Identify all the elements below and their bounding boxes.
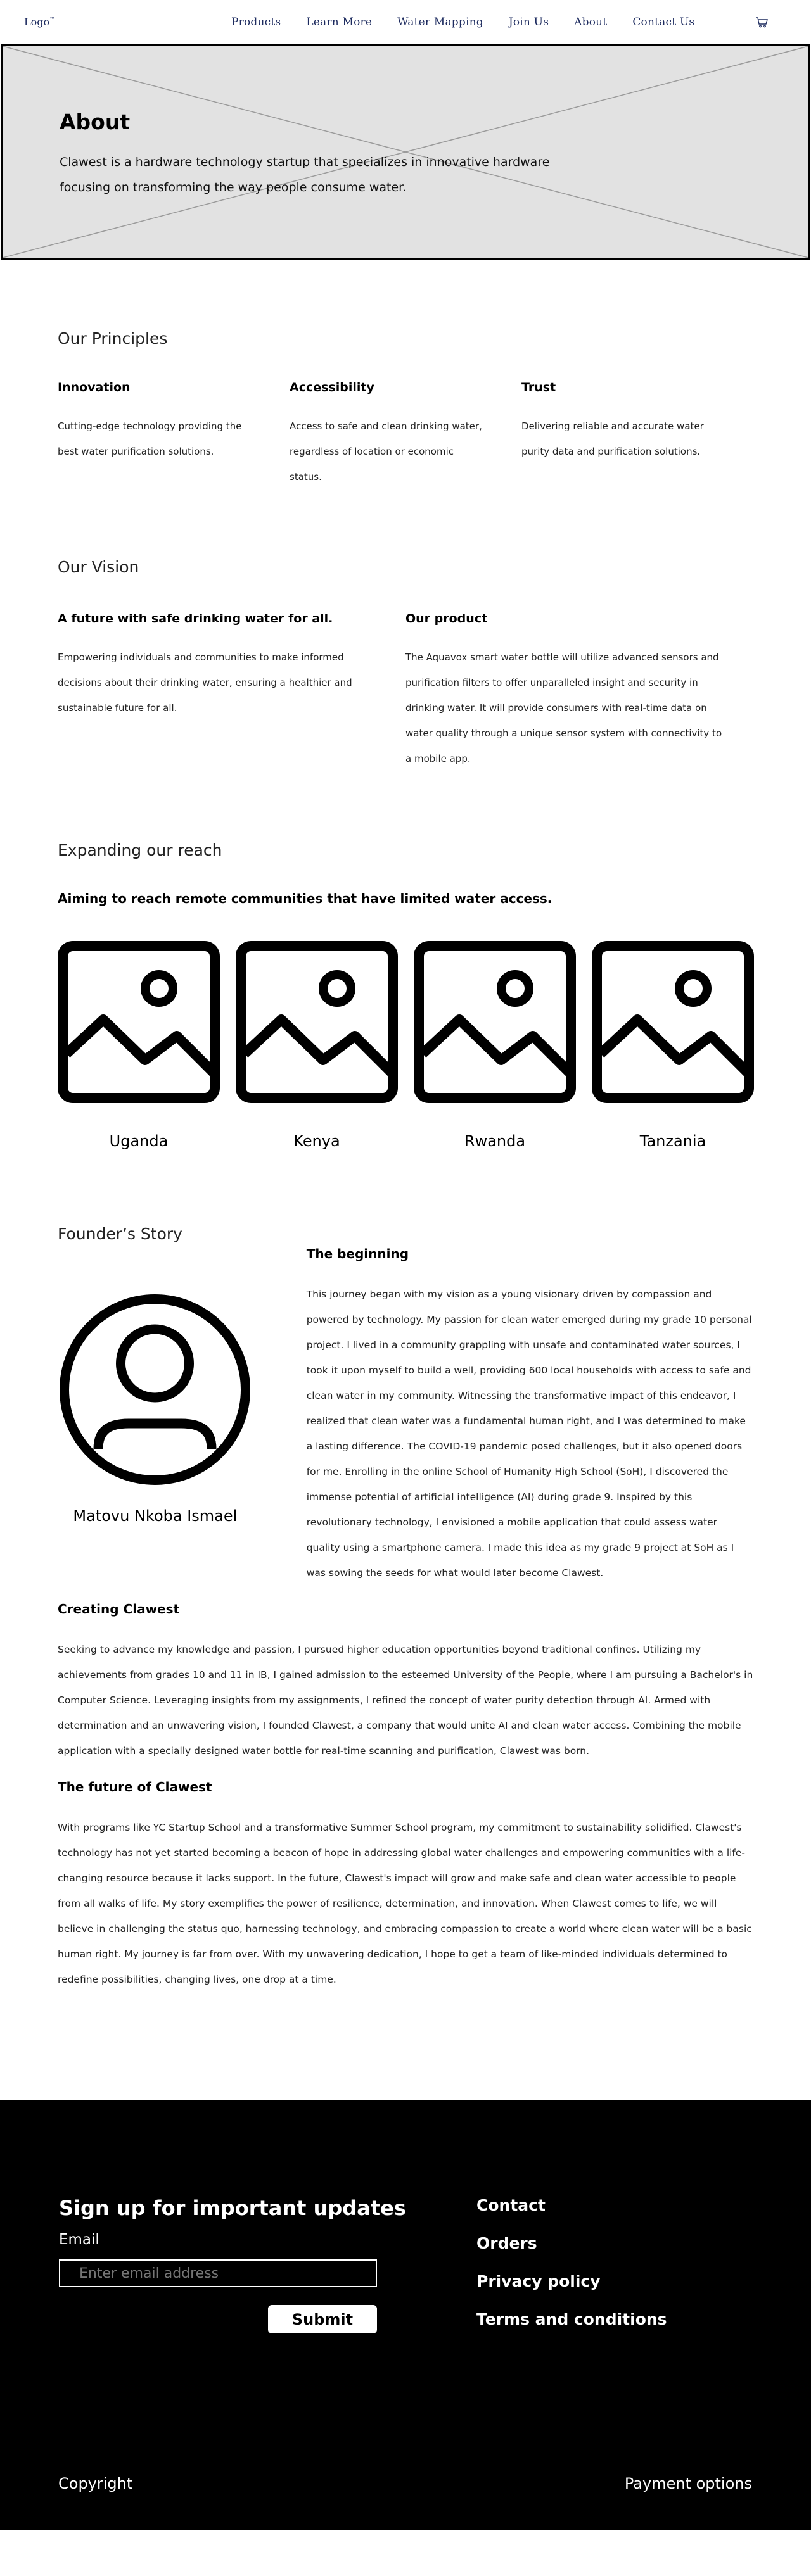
nav-link-contact-us[interactable]: Contact Us: [632, 16, 695, 28]
country-card: [236, 941, 398, 1150]
country-label: Uganda: [109, 1132, 169, 1150]
nav-link-water-mapping[interactable]: Water Mapping: [397, 16, 483, 28]
reach-subtitle: Aiming to reach remote communities that have limited water access.: [58, 891, 552, 906]
logo-text: Logo: [24, 16, 50, 28]
creating-text: Seeking to advance my knowledge and passion, I pursued higher education opportunities beyond traditional confines. Utilizing my achievements from grades 10 and 11 in IB, I gained admission to the esteemed University of the People, where I am pursuing a Bachelor's in Computer Science. Leveraging insights from my assignments, I refined the concept of water purity detection through AI. Armed with determination and an unwavering vision, I founded Clawest, a company that would unite AI and clean water access. Combining the mobile application with a specially designed water bottle for real-time scanning and purification, Clawest was born.: [58, 1644, 753, 1757]
nav-link-learn-more[interactable]: Learn More: [306, 16, 373, 28]
principles-section: [0, 260, 811, 489]
future-heading: The future of Clawest: [58, 1779, 212, 1795]
country-label: Rwanda: [464, 1132, 526, 1150]
principle-text: Cutting-edge technology providing the best water purification solutions.: [58, 420, 242, 457]
principle-card: [58, 381, 290, 489]
beginning-text: This journey began with my vision as a young visionary driven by compassion and powered by technology. My passion for clean water emerged during my grade 10 personal project. I lived in a community grappling with unsafe and contaminated water sources, I took it upon myself to build a well, providing 600 local households with access to safe and clean water in my community. Witnessing the transformative impact of this endeavor, I realized that clean water was a fundamental human right, and I was determined to make a lasting difference. The COVID-19 pandemic posed challenges, but it also opened doors for me. Enrolling in the online School of Humanity High School (SoH), I discovered the immense potential of artificial intelligence (AI) during grade 9. Inspired by this revolutionary technology, I envisioned a mobile application that could assess water quality using a smartphone camera. I made this idea as my grade 9 project at SoH as I was sowing the seeds for what would later become Clawest.: [306, 1289, 752, 1579]
email-label: Email: [59, 2232, 99, 2248]
beginning-heading: The beginning: [306, 1246, 409, 1261]
vision-heading: A future with safe drinking water for all.: [58, 612, 333, 626]
nav-link-products[interactable]: Products: [231, 16, 281, 28]
footer-link-terms[interactable]: Terms and conditions: [476, 2310, 667, 2328]
country-label: Tanzania: [639, 1132, 706, 1150]
creating-heading: Creating Clawest: [58, 1601, 180, 1617]
page-title: About: [60, 110, 131, 134]
founder-title: Founder’s Story: [58, 1225, 182, 1243]
founder-section: [0, 1150, 811, 1992]
product-heading: Our product: [406, 612, 488, 626]
vision-section: [0, 489, 811, 771]
vision-text: Empowering individuals and communities to make informed decisions about their drinking water, ensuring a healthier and sustainable future for all.: [58, 652, 352, 714]
top-navbar: [0, 0, 811, 44]
avatar-icon: [59, 1294, 251, 1486]
hero-banner: [1, 44, 810, 260]
country-card: [58, 941, 220, 1150]
principle-heading: Innovation: [58, 381, 131, 395]
footer-link-privacy[interactable]: Privacy policy: [476, 2272, 601, 2290]
email-field[interactable]: [59, 2259, 377, 2287]
reach-section: [0, 771, 811, 1150]
vision-title: Our Vision: [58, 558, 139, 576]
image-icon: [58, 941, 220, 1103]
country-label: Kenya: [293, 1132, 340, 1150]
signup-title: Sign up for important updates: [59, 2196, 406, 2220]
image-icon: [236, 941, 398, 1103]
country-card: [592, 941, 754, 1150]
future-text: With programs like YC Startup School and a transformative Summer School program, my commitment to sustainability solidified. Clawest's technology has not yet started becoming a beacon of hope in addressing global water challenges and empowering communities with a life-changing resource because it lacks support. In the future, Clawest's impact will grow and make safe and clean water accessible to people from all walks of life. My story exemplifies the power of resilience, determination, and innovation. When Clawest comes to life, we will believe in challenging the status quo, harnessing technology, and embracing compassion to create a world where clean water will be a basic human right. My journey is far from over. With my unwavering dedication, I hope to get a team of like-minded individuals determined to redefine possibilities, changing lives, one drop at a time.: [58, 1822, 752, 1985]
principles-title: Our Principles: [58, 329, 168, 348]
image-icon: [592, 941, 754, 1103]
payment-options-link[interactable]: Payment options: [624, 2475, 752, 2492]
principle-heading: Trust: [521, 381, 556, 395]
submit-button[interactable]: Submit: [268, 2305, 377, 2333]
principle-card: [521, 381, 753, 489]
nav-link-about[interactable]: About: [574, 16, 608, 28]
logo[interactable]: [24, 16, 55, 28]
product-text: The Aquavox smart water bottle will utilize advanced sensors and purification filters to offer unparalleled insight and security in drinking water. It will provide consumers with real-time data on water quality through a unique sensor system with connectivity to a mobile app.: [406, 652, 722, 764]
principle-card: [290, 381, 521, 489]
country-card: [414, 941, 576, 1150]
nav-links: [231, 0, 720, 44]
footer-link-contact[interactable]: Contact: [476, 2196, 546, 2214]
copyright-text: Copyright: [58, 2475, 133, 2492]
principle-heading: Accessibility: [290, 381, 374, 395]
founder-name: Matovu Nkoba Ismael: [73, 1507, 238, 1525]
nav-link-join-us[interactable]: Join Us: [508, 16, 549, 28]
principle-text: Delivering reliable and accurate water purity data and purification solutions.: [521, 420, 704, 457]
footer-links: [476, 2196, 667, 2348]
hero-description: Clawest is a hardware technology startup that specializes in innovative hardware focusing on transforming the way people consume water.: [60, 155, 550, 194]
footer-link-orders[interactable]: Orders: [476, 2234, 537, 2252]
footer: [0, 2100, 811, 2530]
cart-icon[interactable]: [755, 16, 769, 28]
image-icon: [414, 941, 576, 1103]
country-gallery: [58, 941, 753, 1150]
reach-title: Expanding our reach: [58, 841, 222, 859]
trademark-mark: ™: [49, 16, 56, 23]
principle-text: Access to safe and clean drinking water, regardless of location or economic status.: [290, 420, 482, 483]
